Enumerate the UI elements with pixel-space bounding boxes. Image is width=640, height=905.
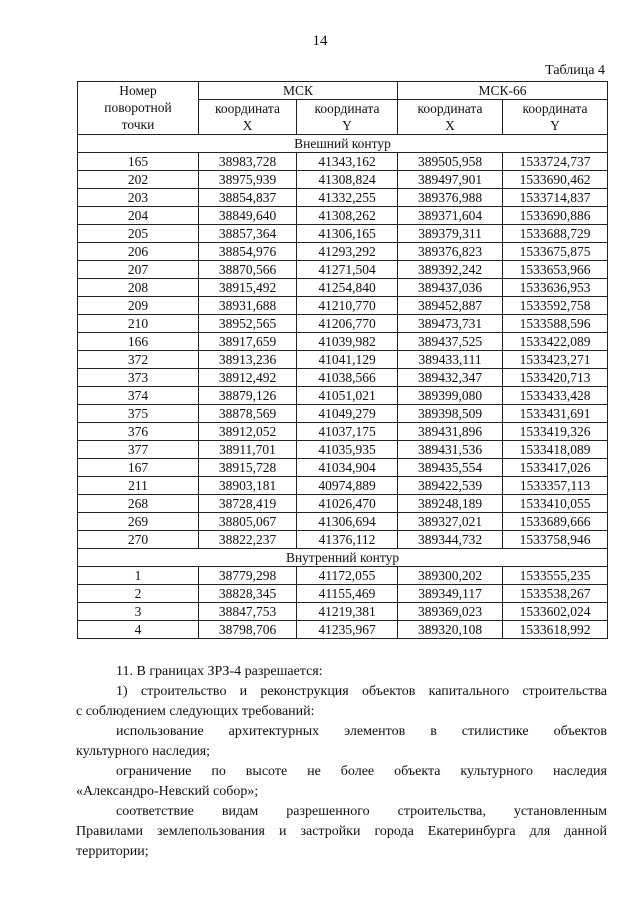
- point-number-cell: 210: [78, 315, 199, 333]
- req-2-line-2: «Александро-Невский собор»;: [76, 784, 259, 799]
- msk-y-cell: 41343,162: [297, 153, 398, 171]
- msk66-y-cell: 1533423,271: [503, 351, 608, 369]
- table-row: [78, 495, 608, 513]
- msk66-x-cell: 389327,021: [398, 513, 503, 531]
- msk-y-cell: 41038,566: [297, 369, 398, 387]
- msk66-y-cell: 1533689,666: [503, 513, 608, 531]
- point-number-cell: 211: [78, 477, 199, 495]
- msk66-x-cell: 389248,189: [398, 495, 503, 513]
- msk66-x-cell: 389392,242: [398, 261, 503, 279]
- msk-y-cell: 41308,262: [297, 207, 398, 225]
- point-number-cell: 2: [78, 585, 199, 603]
- point-number-cell: 375: [78, 405, 199, 423]
- msk-x-cell: 38903,181: [199, 477, 297, 495]
- msk66-y-cell: 1533422,089: [503, 333, 608, 351]
- point-number-cell: 202: [78, 171, 199, 189]
- point-number-cell: 372: [78, 351, 199, 369]
- msk-y-cell: 41219,381: [297, 603, 398, 621]
- msk66-y-cell: 1533418,089: [503, 441, 608, 459]
- table-row: [78, 369, 608, 387]
- point-number-cell: 205: [78, 225, 199, 243]
- msk66-x-cell: 389320,108: [398, 621, 503, 639]
- msk-x-cell: 38913,236: [199, 351, 297, 369]
- msk66-x-cell: 389300,202: [398, 567, 503, 585]
- msk66-y-cell: 1533690,462: [503, 171, 608, 189]
- msk66-x-cell: 389431,896: [398, 423, 503, 441]
- msk66-y-cell: 1533420,713: [503, 369, 608, 387]
- msk-x-cell: 38975,939: [199, 171, 297, 189]
- msk-x-cell: 38728,419: [199, 495, 297, 513]
- msk-y-cell: 41235,967: [297, 621, 398, 639]
- msk66-y-cell: 1533588,596: [503, 315, 608, 333]
- table-row: [78, 567, 608, 585]
- point-number-cell: 209: [78, 297, 199, 315]
- msk-y-cell: 41254,840: [297, 279, 398, 297]
- table-row: [78, 477, 608, 495]
- msk66-y-cell: 1533410,055: [503, 495, 608, 513]
- msk-x-cell: 38854,976: [199, 243, 297, 261]
- msk-x-cell: 38879,126: [199, 387, 297, 405]
- req-3-line-3: территории;: [76, 844, 149, 859]
- msk-x-cell: 38952,565: [199, 315, 297, 333]
- msk66-x-cell: 389371,604: [398, 207, 503, 225]
- item-1-line-1: 1) строительство и реконструкция объектов капитального строительства: [116, 684, 607, 699]
- coordinates-table: [77, 81, 608, 639]
- msk66-x-cell: 389452,887: [398, 297, 503, 315]
- msk-y-cell: 41035,935: [297, 441, 398, 459]
- point-number-cell: 373: [78, 369, 199, 387]
- msk-y-cell: 41037,175: [297, 423, 398, 441]
- table-row: [78, 279, 608, 297]
- msk66-x-cell: 389433,111: [398, 351, 503, 369]
- table-row: [78, 423, 608, 441]
- msk66-x-cell: 389432,347: [398, 369, 503, 387]
- msk-y-cell: 41293,292: [297, 243, 398, 261]
- msk-y-cell: 41051,021: [297, 387, 398, 405]
- point-number-cell: 376: [78, 423, 199, 441]
- msk-y-cell: 41034,904: [297, 459, 398, 477]
- point-number-cell: 3: [78, 603, 199, 621]
- table-row: [78, 603, 608, 621]
- table-row: [78, 153, 608, 171]
- msk66-y-cell: 1533538,267: [503, 585, 608, 603]
- msk66-y-cell: 1533714,837: [503, 189, 608, 207]
- msk66-x-cell: 389437,525: [398, 333, 503, 351]
- msk-y-cell: 41041,129: [297, 351, 398, 369]
- msk66-x-cell: 389431,536: [398, 441, 503, 459]
- msk-x-cell: 38857,364: [199, 225, 297, 243]
- msk66-y-cell: 1533653,966: [503, 261, 608, 279]
- msk66-y-cell: 1533419,326: [503, 423, 608, 441]
- msk66-x-cell: 389379,311: [398, 225, 503, 243]
- msk-y-cell: 41306,694: [297, 513, 398, 531]
- table-row: [78, 207, 608, 225]
- msk66-y-cell: 1533636,953: [503, 279, 608, 297]
- req-3-line-2: Правилами землепользования и застройки города Екатеринбурга для данной: [76, 824, 607, 839]
- table-row: [78, 261, 608, 279]
- table-row: [78, 243, 608, 261]
- msk66-y-cell: 1533555,235: [503, 567, 608, 585]
- msk66-y-cell: 1533690,886: [503, 207, 608, 225]
- msk66-y-cell: 1533417,026: [503, 459, 608, 477]
- msk-y-cell: 41332,255: [297, 189, 398, 207]
- msk66-y-cell: 1533675,875: [503, 243, 608, 261]
- table-row: [78, 171, 608, 189]
- msk-y-cell: 41271,504: [297, 261, 398, 279]
- table-row: [78, 441, 608, 459]
- msk-x-cell: 38849,640: [199, 207, 297, 225]
- req-3-line-1: соответствие видам разрешенного строительства, установленным: [116, 804, 607, 819]
- group-outer-contour: Внешний контур: [78, 135, 608, 153]
- msk-y-cell: 41306,165: [297, 225, 398, 243]
- page-number: 14: [312, 33, 328, 49]
- point-number-cell: 208: [78, 279, 199, 297]
- msk-x-cell: 38931,688: [199, 297, 297, 315]
- header-msk-y: координата Y: [297, 100, 398, 135]
- point-number-cell: 270: [78, 531, 199, 549]
- item-1-line-2: с соблюдением следующих требований:: [76, 704, 315, 719]
- msk-y-cell: 41039,982: [297, 333, 398, 351]
- point-number-cell: 165: [78, 153, 199, 171]
- msk66-x-cell: 389422,539: [398, 477, 503, 495]
- msk66-x-cell: 389437,036: [398, 279, 503, 297]
- point-number-cell: 374: [78, 387, 199, 405]
- msk-x-cell: 38870,566: [199, 261, 297, 279]
- header-msk66-y: координата Y: [503, 100, 608, 135]
- msk66-y-cell: 1533592,758: [503, 297, 608, 315]
- msk-x-cell: 38854,837: [199, 189, 297, 207]
- msk66-y-cell: 1533688,729: [503, 225, 608, 243]
- msk66-y-cell: 1533618,992: [503, 621, 608, 639]
- msk66-y-cell: 1533357,113: [503, 477, 608, 495]
- msk66-x-cell: 389398,509: [398, 405, 503, 423]
- msk66-x-cell: 389473,731: [398, 315, 503, 333]
- msk-y-cell: 41376,112: [297, 531, 398, 549]
- header-msk66: МСК-66: [398, 82, 608, 100]
- point-number-cell: 207: [78, 261, 199, 279]
- point-number-cell: 166: [78, 333, 199, 351]
- table-row: [78, 351, 608, 369]
- header-msk-x: координата X: [199, 100, 297, 135]
- msk66-x-cell: 389497,901: [398, 171, 503, 189]
- point-number-cell: 4: [78, 621, 199, 639]
- table-row: [78, 315, 608, 333]
- msk-y-cell: 41308,824: [297, 171, 398, 189]
- msk66-x-cell: 389349,117: [398, 585, 503, 603]
- msk-x-cell: 38915,728: [199, 459, 297, 477]
- msk-y-cell: 41172,055: [297, 567, 398, 585]
- point-number-cell: 203: [78, 189, 199, 207]
- msk-y-cell: 41026,470: [297, 495, 398, 513]
- msk-x-cell: 38912,052: [199, 423, 297, 441]
- group-inner-contour: Внутренний контур: [78, 549, 608, 567]
- table-row: [78, 459, 608, 477]
- msk-x-cell: 38911,701: [199, 441, 297, 459]
- table-row: [78, 225, 608, 243]
- msk66-x-cell: 389435,554: [398, 459, 503, 477]
- table-row: [78, 531, 608, 549]
- req-2-line-1: ограничение по высоте не более объекта культурного наследия: [116, 764, 607, 779]
- point-number-cell: 268: [78, 495, 199, 513]
- msk-x-cell: 38779,298: [199, 567, 297, 585]
- msk-y-cell: 41155,469: [297, 585, 398, 603]
- msk-x-cell: 38983,728: [199, 153, 297, 171]
- msk-x-cell: 38878,569: [199, 405, 297, 423]
- msk66-y-cell: 1533602,024: [503, 603, 608, 621]
- msk-y-cell: 41049,279: [297, 405, 398, 423]
- msk66-x-cell: 389344,732: [398, 531, 503, 549]
- section-11-heading: 11. В границах ЗРЗ-4 разрешается:: [116, 664, 323, 679]
- msk66-x-cell: 389369,023: [398, 603, 503, 621]
- table-row: [78, 387, 608, 405]
- header-msk: МСК: [199, 82, 398, 100]
- point-number-cell: 377: [78, 441, 199, 459]
- header-point-number: Номер поворотной точки: [78, 82, 199, 135]
- table-row: [78, 621, 608, 639]
- msk-y-cell: 40974,889: [297, 477, 398, 495]
- table-row: [78, 585, 608, 603]
- table-row: [78, 189, 608, 207]
- msk-x-cell: 38917,659: [199, 333, 297, 351]
- msk66-y-cell: 1533724,737: [503, 153, 608, 171]
- point-number-cell: 204: [78, 207, 199, 225]
- msk-x-cell: 38822,237: [199, 531, 297, 549]
- point-number-cell: 167: [78, 459, 199, 477]
- msk66-y-cell: 1533433,428: [503, 387, 608, 405]
- msk-x-cell: 38847,753: [199, 603, 297, 621]
- msk-x-cell: 38915,492: [199, 279, 297, 297]
- header-msk66-x: координата X: [398, 100, 503, 135]
- msk66-y-cell: 1533758,946: [503, 531, 608, 549]
- msk-x-cell: 38805,067: [199, 513, 297, 531]
- point-number-cell: 206: [78, 243, 199, 261]
- msk66-x-cell: 389376,988: [398, 189, 503, 207]
- table-row: [78, 297, 608, 315]
- msk66-x-cell: 389399,080: [398, 387, 503, 405]
- msk-x-cell: 38912,492: [199, 369, 297, 387]
- table-row: [78, 333, 608, 351]
- req-1-line-2: культурного наследия;: [76, 744, 211, 759]
- msk66-x-cell: 389505,958: [398, 153, 503, 171]
- table-row: [78, 405, 608, 423]
- point-number-cell: 1: [78, 567, 199, 585]
- msk66-x-cell: 389376,823: [398, 243, 503, 261]
- msk-y-cell: 41210,770: [297, 297, 398, 315]
- msk-x-cell: 38798,706: [199, 621, 297, 639]
- msk66-y-cell: 1533431,691: [503, 405, 608, 423]
- req-1-line-1: использование архитектурных элементов в стилистике объектов: [116, 724, 607, 739]
- point-number-cell: 269: [78, 513, 199, 531]
- permissions-text: [76, 662, 607, 862]
- table-caption: Таблица 4: [545, 63, 605, 78]
- table-row: [78, 513, 608, 531]
- msk-y-cell: 41206,770: [297, 315, 398, 333]
- msk-x-cell: 38828,345: [199, 585, 297, 603]
